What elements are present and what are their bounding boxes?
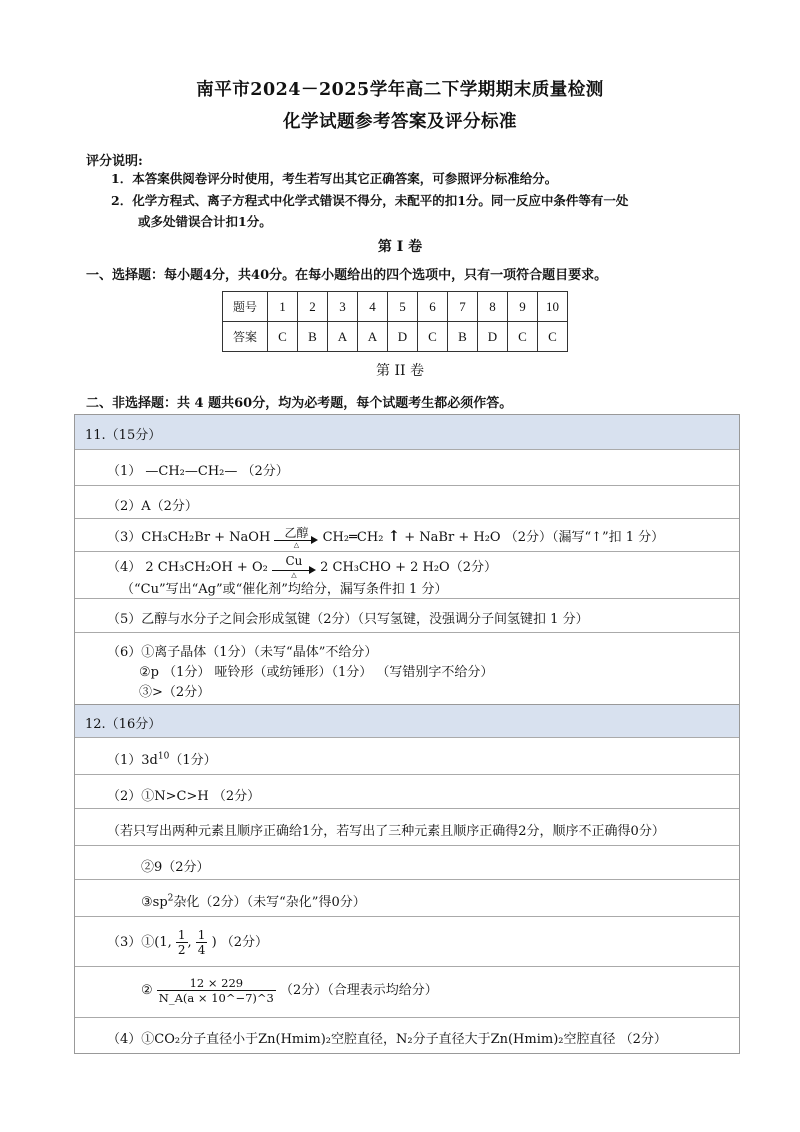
q-num: 7 (448, 292, 478, 322)
arrow-condition: Cu (285, 553, 303, 568)
q12-row-1 (75, 737, 739, 774)
q12-answer-6 (141, 976, 438, 1005)
q11-row-1 (75, 449, 739, 485)
q12-answer-2: （2）①N>C>H （2分） (107, 789, 261, 804)
q11-header (75, 415, 739, 449)
q12-row-2 (75, 774, 739, 808)
q12-row-4 (75, 879, 739, 916)
q12-answer-5: （3）①(1, $\frac{1}{2}$ , $\frac{1}{4}$ ) （2分） (107, 928, 269, 957)
q11-answer-6a: （6）①离子晶体（1分）（未写“晶体”不给分） (107, 645, 378, 660)
q-num: 9 (508, 292, 538, 322)
q11-answer-3 (107, 526, 664, 547)
q12-a5-post: ) （2分） (211, 935, 269, 950)
question-11-box (74, 414, 740, 706)
heat-symbol: △ (293, 540, 300, 549)
q-num: 5 (388, 292, 418, 322)
q11-answer-6c: ③>（2分） (139, 685, 211, 700)
page-subtitle: 化学试题参考答案及评分标准 (283, 112, 517, 132)
q11-answer-2: （2）A（2分） (107, 499, 198, 514)
q12-row-7 (75, 1017, 739, 1053)
q12-answer-3: ②9（2分） (141, 860, 210, 875)
q11-eq3-reactants: （3）CH₃CH₂Br + NaOH (107, 530, 271, 545)
q12-a4-sup: 2 (167, 893, 174, 904)
q-num: 6 (418, 292, 448, 322)
q11-row-6 (75, 632, 739, 705)
q11-row-2 (75, 485, 739, 518)
answer-cell: C (418, 322, 448, 352)
q12-answer-2-note: （若只写出两种元素且顺序正确给1分，若写出了三种元素且顺序正确得2分，顺序不正确得0分） (107, 824, 665, 839)
density-den: N_A(a × 10^−7)^3 (158, 991, 274, 1005)
q12-a1-text: （1）3d (107, 753, 158, 768)
q11-answer-4-note: （“Cu”写出“Ag”或“催化剂”均给分，漏写条件扣 1 分） (121, 582, 448, 597)
q-num: 10 (538, 292, 568, 322)
answer-cell: A (358, 322, 388, 352)
q11-eq3-product: CH₂═CH₂ (322, 530, 384, 545)
q11-answer-5: （5）乙醇与水分子之间会形成氢键（2分）（只写氢键，没强调分子间氢键扣 1 分） (107, 612, 589, 627)
question-12-box (74, 704, 740, 1054)
q11-eq3-tail: + NaBr + H₂O （2分）（漏写“↑”扣 1 分） (404, 530, 665, 545)
part2-heading: 二、非选择题：共 4 题共60分，均为必考题，每个试题考生都必须作答。 (86, 396, 513, 411)
answer-cell: C (538, 322, 568, 352)
frac-den: 2 (177, 943, 186, 957)
q11-answer-6b: ②p （1分） 哑铃形（或纺锤形）（1分） （写错别字不给分） (139, 665, 494, 680)
q12-title: 12.（16分） (85, 717, 162, 732)
frac-den: 4 (197, 943, 206, 957)
reaction-arrow (274, 525, 318, 549)
heat-symbol: △ (291, 570, 297, 579)
q12-a1-score: （1分） (169, 753, 217, 768)
answer-cell: D (388, 322, 418, 352)
q12-a4-text: ③sp (141, 895, 168, 910)
q11-answer-1: （1） —CH₂—CH₂— （2分） (107, 464, 289, 479)
q12-a4-tail: 杂化（2分）（未写“杂化”得0分） (173, 895, 366, 910)
q12-row-5 (75, 916, 739, 966)
q11-answer-4 (107, 553, 497, 579)
q-num: 8 (478, 292, 508, 322)
note-2: 2．化学方程式、离子方程式中化学式错误不得分，未配平的扣1分。同一反应中条件等有一处 (111, 193, 629, 208)
q11-row-4 (75, 551, 739, 598)
answer-cell: D (478, 322, 508, 352)
answer-cell: A (328, 322, 358, 352)
arrow-condition: 乙醇 (284, 525, 309, 540)
q12-a1-sup: 10 (157, 751, 170, 762)
row-label-q: 题号 (223, 292, 268, 322)
q11-title: 11.（15分） (85, 428, 162, 443)
gas-up-arrow-icon: ↑ (387, 527, 401, 545)
row-label-a: 答案 (223, 322, 268, 352)
table-row-answers (223, 322, 568, 352)
note-1: 1．本答案供阅卷评分时使用，考生若写出其它正确答案，可参照评分标准给分。 (111, 171, 558, 186)
q-num: 2 (298, 292, 328, 322)
answer-table (222, 291, 568, 352)
density-num: 12 × 229 (157, 976, 276, 991)
part1-title: 第 I 卷 (377, 239, 423, 255)
q12-answer-4 (141, 891, 366, 910)
q-num: 3 (328, 292, 358, 322)
q12-a5-pre: （3）①(1, (107, 935, 172, 950)
notes-label: 评分说明: (86, 154, 143, 169)
table-row-numbers (223, 292, 568, 322)
note-2-cont: 或多处错误合计扣1分。 (138, 214, 272, 229)
fraction-half (176, 928, 188, 957)
q12-header (75, 705, 739, 737)
q12-a6-pre: ② (141, 983, 153, 998)
q11-row-5 (75, 598, 739, 632)
q11-eq4-products: 2 CH₃CHO + 2 H₂O（2分） (320, 560, 497, 575)
q-num: 4 (358, 292, 388, 322)
answer-cell: C (268, 322, 298, 352)
q-num: 1 (268, 292, 298, 322)
q12-a6-post: （2分）（合理表示均给分） (280, 983, 438, 998)
part1-heading: 一、选择题：每小题4分，共40分。在每小题给出的四个选项中，只有一项符合题目要求。 (86, 268, 608, 283)
frac-num: 1 (177, 928, 186, 942)
q12-row-3 (75, 845, 739, 879)
frac-num: 1 (197, 928, 206, 942)
q12-row-2-note (75, 808, 739, 845)
reaction-arrow (272, 553, 316, 579)
q12-row-6 (75, 966, 739, 1017)
answer-cell: B (298, 322, 328, 352)
q11-row-3 (75, 518, 739, 551)
page-title: 南平市2024－2025学年高二下学期期末质量检测 (196, 80, 604, 100)
fraction-quarter (196, 928, 208, 957)
answer-cell: B (448, 322, 478, 352)
q12-answer-7: （4）①CO₂分子直径小于Zn(Hmim)₂空腔直径，N₂分子直径大于Zn(Hmim)₂空腔直径 （2分） (107, 1032, 667, 1047)
answer-cell: C (508, 322, 538, 352)
q12-answer-1 (107, 749, 217, 768)
part2-title: 第 II 卷 (376, 363, 424, 379)
density-fraction (157, 976, 276, 1005)
q11-eq4-reactants: （4） 2 CH₃CH₂OH + O₂ (107, 560, 268, 575)
